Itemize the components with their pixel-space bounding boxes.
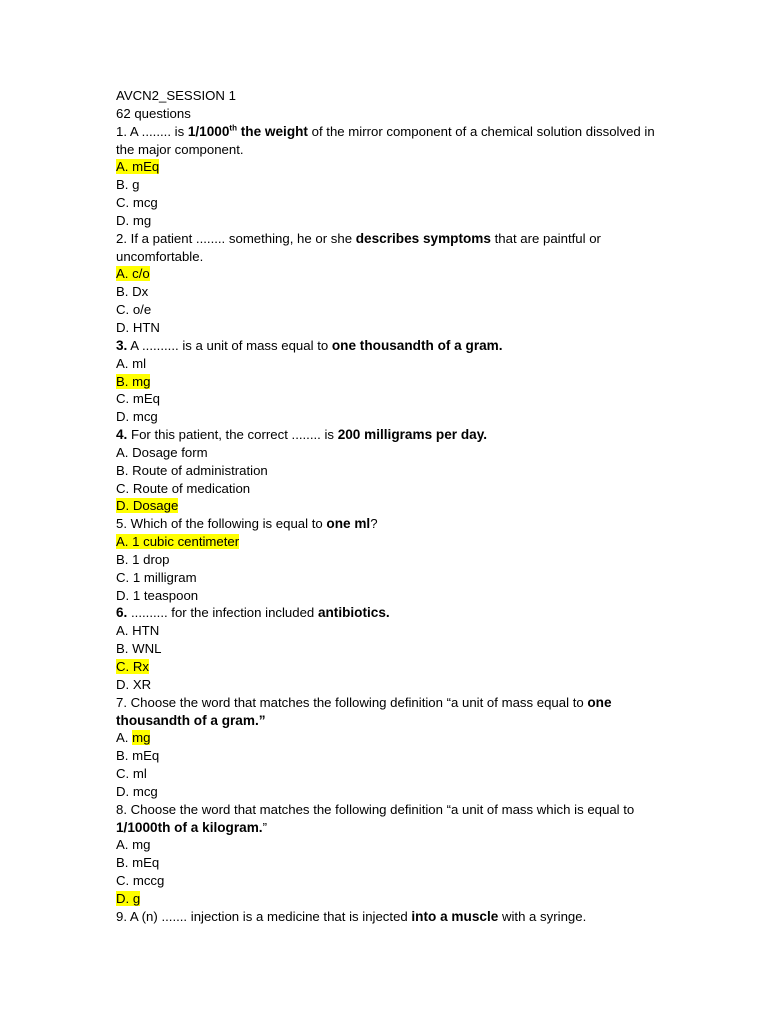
question-4-text <box>116 426 656 444</box>
question-8-keyword: 1/1000th of a kilogram. <box>116 819 263 835</box>
question-8-option-b: B. mEq <box>116 855 160 871</box>
question-8-prefix: 8. Choose the word that matches the following definition “a unit of mass which is equal to <box>116 801 635 817</box>
question-2-prefix: 2. If a patient ........ something, he or she <box>116 230 356 246</box>
question-3-prefix: A .......... is a unit of mass equal to <box>127 337 332 353</box>
answer-highlight: A. c/o <box>116 266 150 282</box>
question-7-option-b: B. mEq <box>116 748 160 764</box>
question-5-keyword: one ml <box>326 516 371 532</box>
question-8-text <box>116 801 656 837</box>
question-1-option-b: B. g <box>116 177 140 193</box>
question-1-superscript: th <box>229 123 237 133</box>
question-7-prefix: 7. Choose the word that matches the following definition “a unit of mass equal to <box>116 694 588 710</box>
question-1-option-a <box>116 158 656 176</box>
question-7-option-c: C. ml <box>116 766 147 782</box>
question-6-prefix: .......... for the infection included <box>127 605 318 621</box>
question-7-option-d: D. mcg <box>116 783 158 799</box>
question-5-option-b: B. 1 drop <box>116 551 170 567</box>
question-8-suffix: ” <box>262 819 267 835</box>
document-title: AVCN2_SESSION 1 <box>116 88 236 103</box>
answer-highlight: A. mEq <box>116 159 160 175</box>
question-5-option-c: C. 1 milligram <box>116 569 197 585</box>
question-2-option-b: B. Dx <box>116 284 149 300</box>
question-3-option-d: D. mcg <box>116 409 158 425</box>
document-page <box>116 87 656 926</box>
question-4-option-b: B. Route of administration <box>116 462 268 478</box>
question-9-text <box>116 908 656 926</box>
question-3-text <box>116 337 656 355</box>
question-4-option-a: A. Dosage form <box>116 444 208 460</box>
question-5-prefix: 5. Which of the following is equal to <box>116 516 327 532</box>
question-5-option-a <box>116 533 656 551</box>
question-7-keyword: one thousandth of a gram.” <box>116 694 612 728</box>
question-4-option-d <box>116 497 656 515</box>
answer-highlight: B. mg <box>116 373 151 389</box>
question-9-suffix: with a syringe. <box>498 908 587 924</box>
question-9-keyword: into a muscle <box>411 908 499 924</box>
question-7-option-a-letter: A. <box>116 730 133 746</box>
question-1-suffix: of the mirror component of a chemical solution dissolved in the major component. <box>116 123 655 157</box>
question-5-suffix: ? <box>370 516 378 532</box>
question-3-number: 3. <box>116 337 128 353</box>
question-1-text <box>116 123 656 159</box>
question-9-prefix: 9. A (n) ....... injection is a medicine that is injected <box>116 908 412 924</box>
question-2-suffix: that are paintful or uncomfortable. <box>116 230 601 264</box>
question-4-option-c: C. Route of medication <box>116 480 251 496</box>
question-6-option-a: A. HTN <box>116 623 160 639</box>
answer-highlight: A. 1 cubic centimeter <box>116 534 240 550</box>
question-3-option-c: C. mEq <box>116 391 160 407</box>
question-3-option-a: A. ml <box>116 355 147 371</box>
question-2-option-a <box>116 265 656 283</box>
question-8-option-d <box>116 890 656 908</box>
question-1-keyword: 1/1000 <box>187 123 230 139</box>
question-6-text <box>116 604 656 622</box>
question-4-keyword: 200 milligrams per day. <box>337 427 488 443</box>
question-1-option-c: C. mcg <box>116 195 158 211</box>
answer-highlight: D. g <box>116 890 141 906</box>
question-count: 62 questions <box>116 105 191 121</box>
answer-highlight: D. Dosage <box>116 498 179 514</box>
question-8-option-c: C. mccg <box>116 873 165 889</box>
question-3-option-b <box>116 373 656 391</box>
question-4-number: 4. <box>116 427 128 443</box>
answer-highlight: C. Rx <box>116 659 149 674</box>
question-6-option-b: B. WNL <box>116 641 162 657</box>
question-1-keyword-2: the weight <box>236 123 308 139</box>
question-4-prefix: For this patient, the correct ........ is <box>127 427 338 443</box>
question-2-keyword: describes symptoms <box>355 230 491 246</box>
question-1-prefix: 1. A ........ is <box>116 123 188 139</box>
answer-highlight: mg <box>132 730 151 746</box>
question-5-option-d: D. 1 teaspoon <box>116 587 199 603</box>
question-6-number: 6. <box>116 605 128 621</box>
question-3-keyword: one thousandth of a gram. <box>331 337 503 353</box>
question-8-option-a: A. mg <box>116 837 151 853</box>
question-1-option-d: D. mg <box>116 212 152 228</box>
question-5-text <box>116 515 656 533</box>
question-6-keyword: antibiotics. <box>317 605 390 621</box>
question-2-text <box>116 230 656 266</box>
question-6-option-d: D. XR <box>116 676 152 692</box>
question-2-option-c: C. o/e <box>116 302 152 318</box>
question-6-option-c <box>116 658 656 676</box>
question-2-option-d: D. HTN <box>116 319 160 335</box>
question-7-text <box>116 694 656 730</box>
question-7-option-a <box>116 729 656 747</box>
